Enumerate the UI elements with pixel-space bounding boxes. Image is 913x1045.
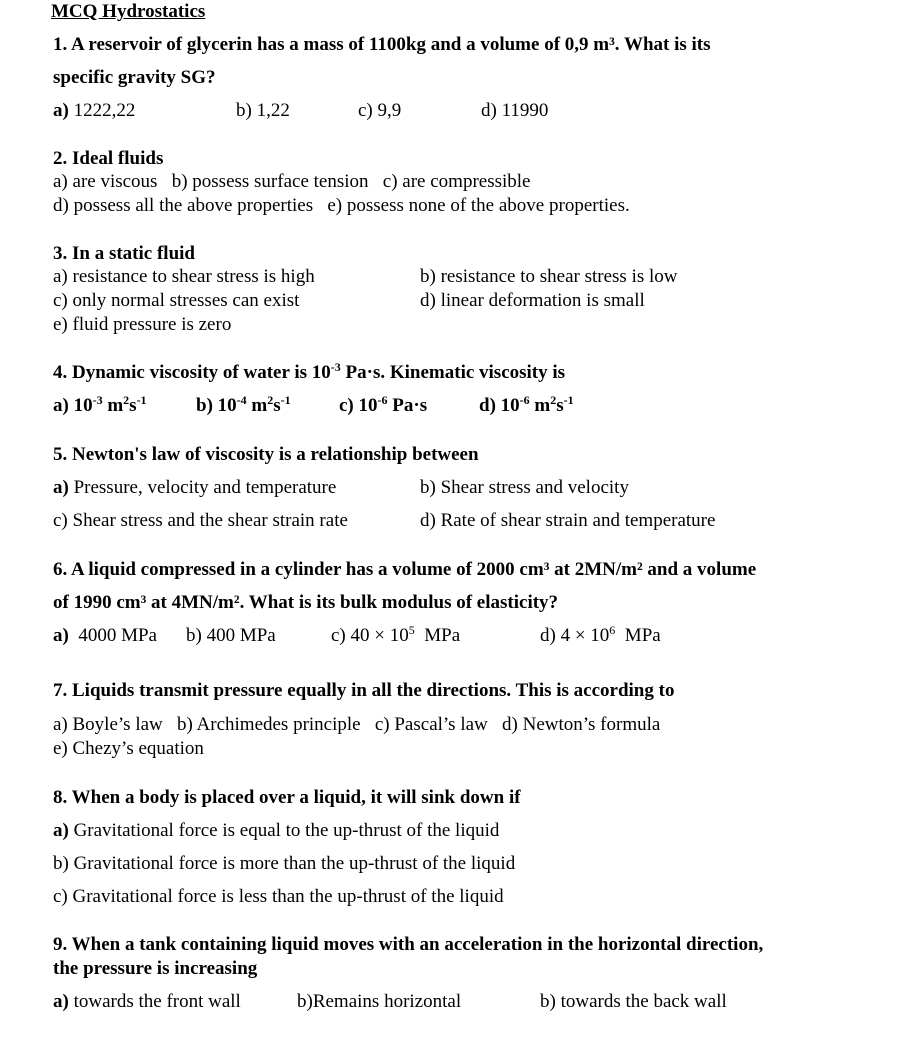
page-title: MCQ Hydrostatics [51, 1, 206, 22]
q5-option-a: a) Pressure, velocity and temperature [53, 477, 337, 498]
q9-option-b: b)Remains horizontal [297, 991, 462, 1012]
q4-option-d: d) $10^{-6}$ $m^2s^{-1}$ [479, 393, 574, 416]
q1-option-a [53, 100, 135, 122]
q1-option-a-text: 1222,22 [68, 100, 136, 121]
q5-option-d: d) Rate of shear strain and temperature [420, 510, 716, 531]
q1-option-d: d) 11990 [481, 100, 549, 121]
q6-stem-line1: 6. A liquid compressed in a cylinder has a volume of 2000 cm³ at 2MN/m² and a volume [53, 559, 757, 580]
q1-option-b: b) 1,22 [236, 100, 290, 121]
q7-options-line2: e) Chezy’s equation [53, 738, 204, 759]
q5-option-b: b) Shear stress and velocity [420, 477, 629, 498]
q8-stem: 8. When a body is placed over a liquid, it will sink down if [53, 787, 521, 808]
q3-option-d: d) linear deformation is small [420, 290, 645, 311]
q3-option-c: c) only normal stresses can exist [53, 290, 300, 311]
q7-options-line1: a) Boyle’s law b) Archimedes principle c) Pascal’s law d) Newton’s formula [53, 714, 661, 735]
q1-stem-line2: specific gravity SG? [53, 67, 216, 88]
q3-option-b: b) resistance to shear stress is low [420, 266, 678, 287]
q8-option-c: c) Gravitational force is less than the up-thrust of the liquid [53, 886, 504, 907]
q9-option-a: a) towards the front wall [53, 991, 241, 1012]
q4-option-a: a) $10^{-3}$ $m^2s^{-1}$ [53, 393, 147, 416]
q4-option-b: b) $10^{-4}$ $m^2s^{-1}$ [196, 393, 291, 416]
q3-option-e: e) fluid pressure is zero [53, 314, 232, 335]
q5-stem: 5. Newton's law of viscosity is a relationship between [53, 444, 479, 465]
q9-stem-line1: 9. When a tank containing liquid moves with an acceleration in the horizontal direction, [53, 934, 764, 955]
q5-option-c: c) Shear stress and the shear strain rate [53, 510, 348, 531]
q4-option-c: c) $10^{-6}$ Pa·s [339, 393, 428, 416]
q6-option-b: b) 400 MPa [186, 625, 276, 646]
q6-option-a: a) 4000 MPa [53, 625, 157, 646]
q9-stem-line2: the pressure is increasing [53, 958, 258, 979]
q2-stem: 2. Ideal fluids [53, 148, 164, 169]
q2-options-line2: d) possess all the above properties e) possess none of the above properties. [53, 195, 630, 216]
q1-option-c: c) 9,9 [358, 100, 402, 121]
q8-option-b: b) Gravitational force is more than the up-thrust of the liquid [53, 853, 516, 874]
q3-stem: 3. In a static fluid [53, 243, 195, 264]
q6-stem-line2: of 1990 cm³ at 4MN/m². What is its bulk modulus of elasticity? [53, 592, 559, 613]
q2-options-line1: a) are viscous b) possess surface tension c) are compressible [53, 171, 531, 192]
q1-option-a-label: a) [53, 100, 69, 121]
q6-option-d: d) $4 \times 10^6$ MPa [540, 623, 661, 646]
q6-option-c: c) $40 \times 10^5$ MPa [331, 623, 461, 646]
q4-stem: 4. Dynamic viscosity of water is $10^{-3}$ Pa·s. Kinematic viscosity is [53, 360, 566, 383]
q9-option-c: b) towards the back wall [540, 991, 727, 1012]
q1-stem-line1: 1. A reservoir of glycerin has a mass of 1100kg and a volume of 0,9 m³. What is its [53, 34, 711, 55]
q3-option-a: a) resistance to shear stress is high [53, 266, 315, 287]
q8-option-a: a) Gravitational force is equal to the up-thrust of the liquid [53, 820, 500, 841]
q7-stem: 7. Liquids transmit pressure equally in all the directions. This is according to [53, 680, 675, 701]
